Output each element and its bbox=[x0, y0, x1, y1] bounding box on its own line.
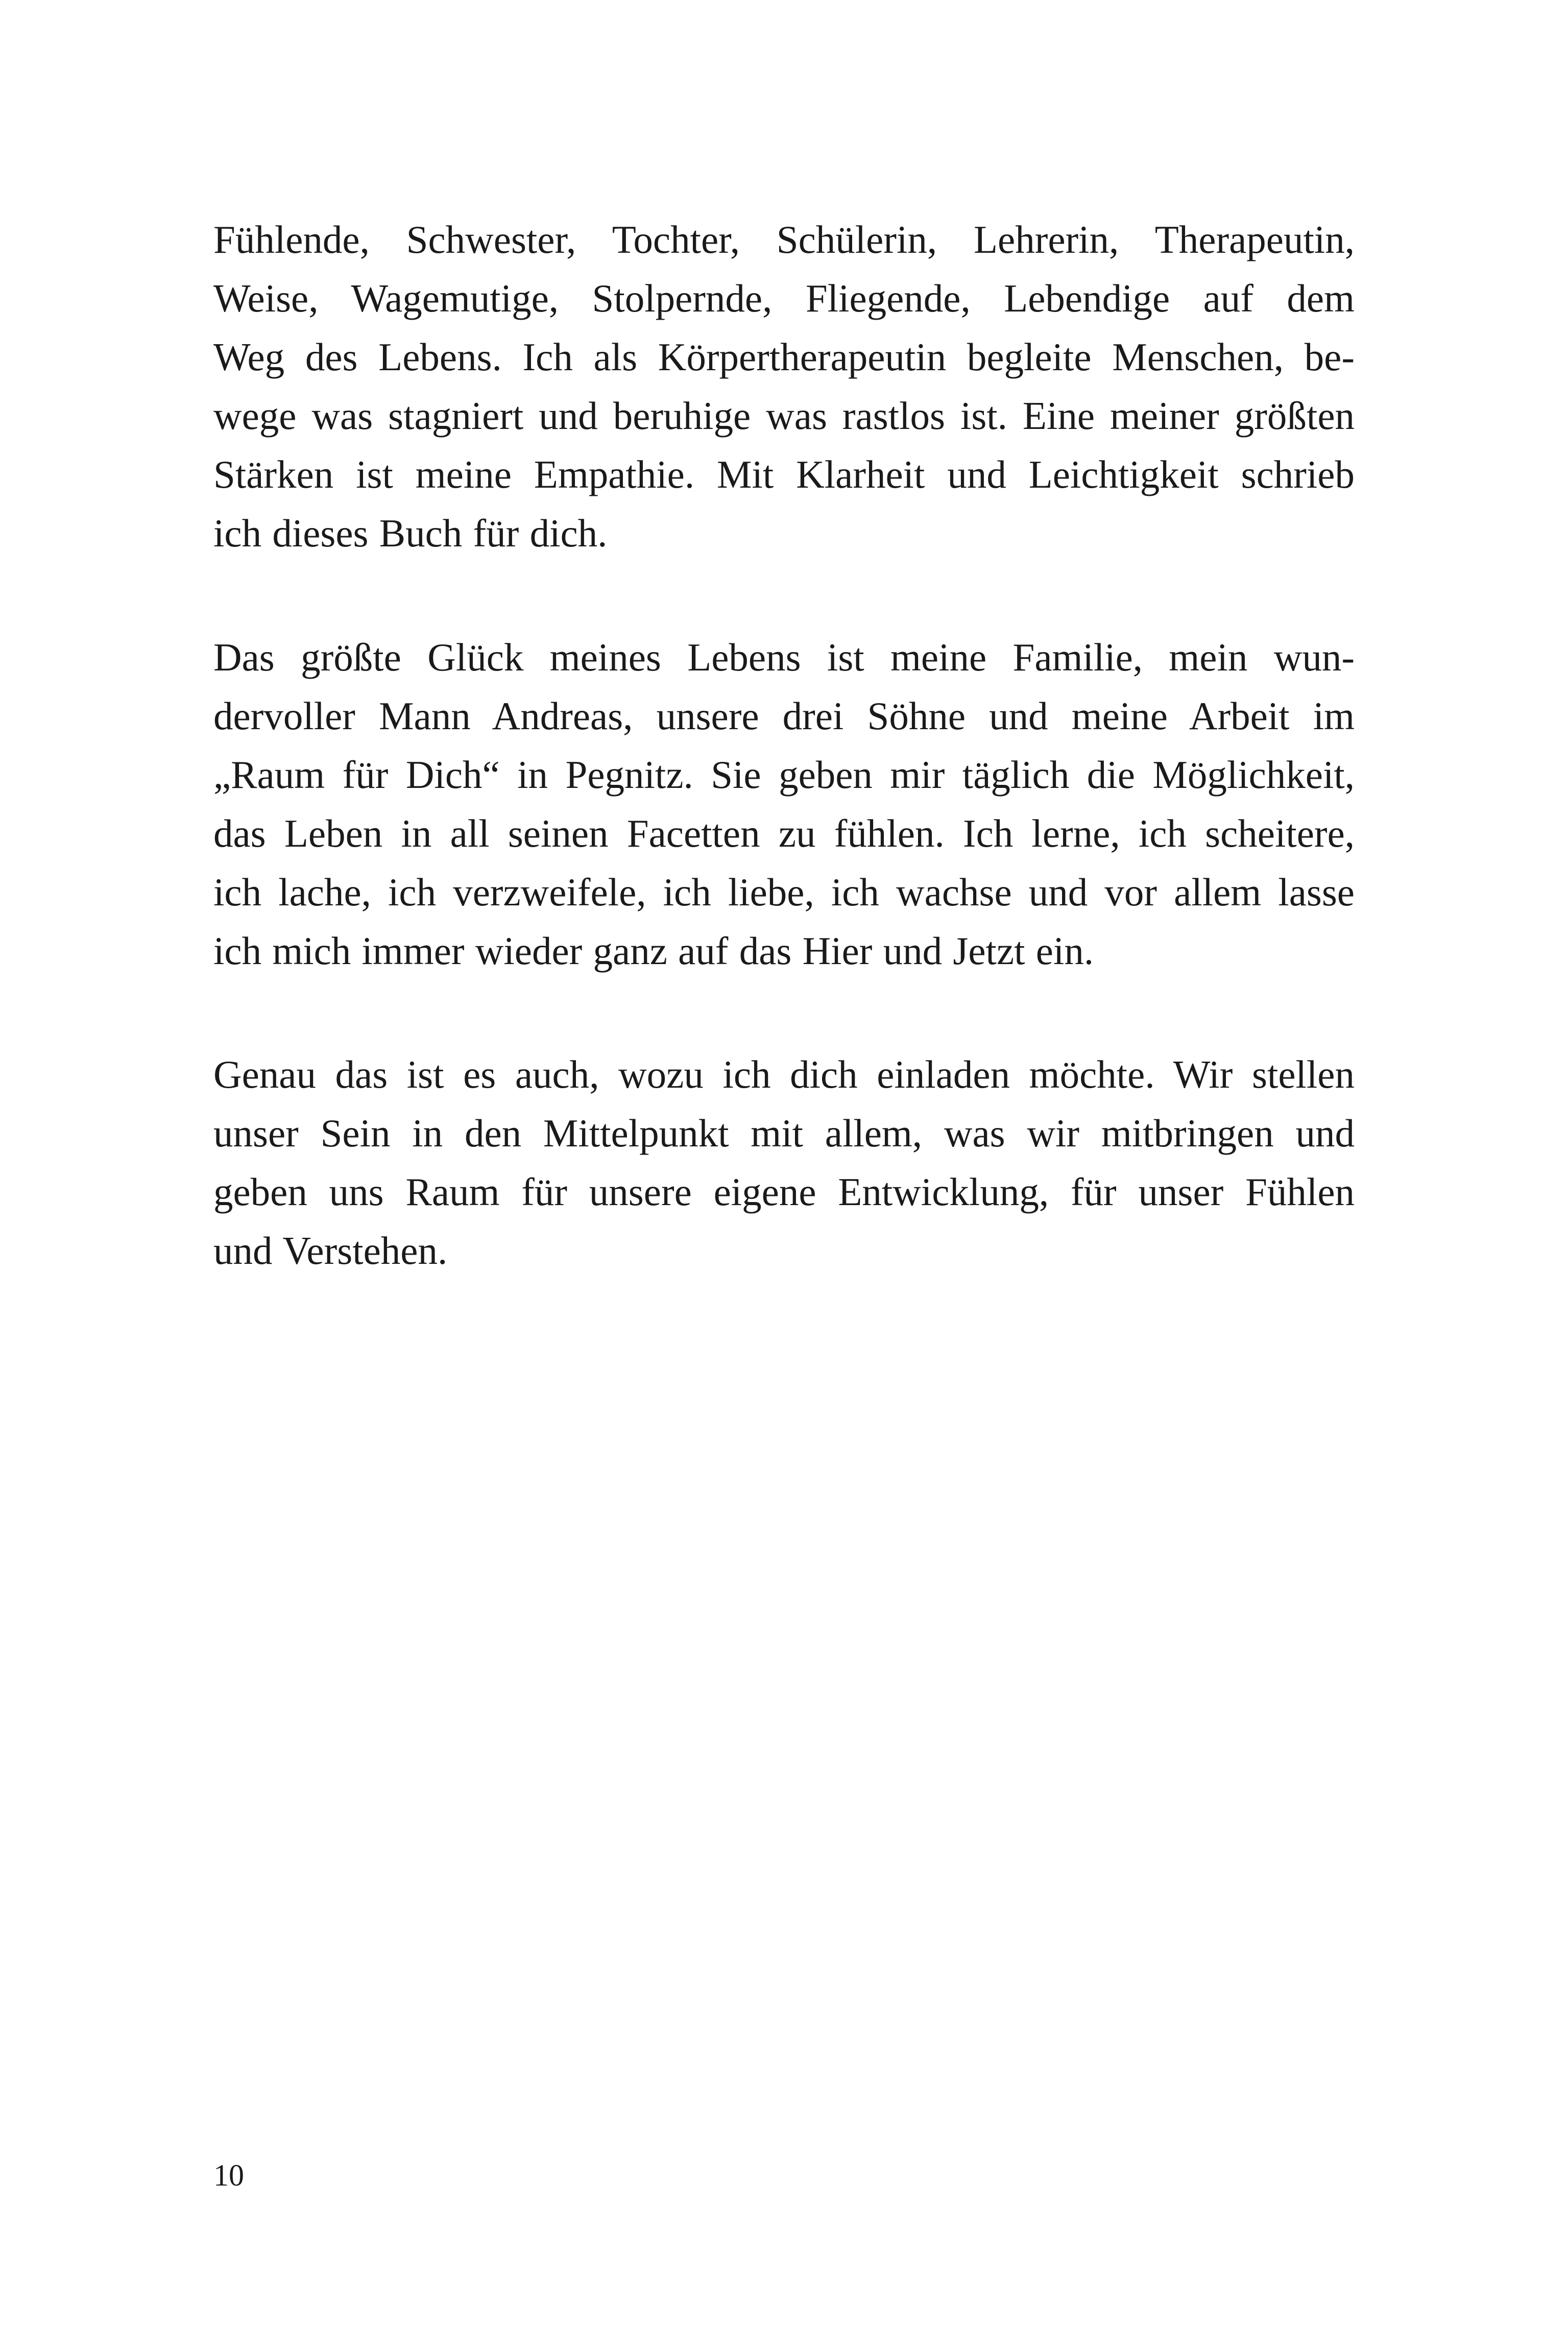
paragraph-line: Weg des Lebens. Ich als Körpertherapeutin begleite Menschen, be- bbox=[213, 335, 1355, 379]
paragraph-line: Weise, Wagemutige, Stolpernde, Fliegende, Lebendige auf dem bbox=[213, 276, 1355, 320]
paragraph-1 bbox=[213, 210, 1355, 563]
paragraph-line: und Verstehen. bbox=[213, 1229, 448, 1273]
paragraph-line: dervoller Mann Andreas, unsere drei Söhne und meine Arbeit im bbox=[213, 694, 1355, 738]
paragraph-line: Fühlende, Schwester, Tochter, Schülerin, Lehrerin, Therapeutin, bbox=[213, 218, 1355, 261]
paragraph-line: Das größte Glück meines Lebens ist meine Familie, mein wun- bbox=[213, 635, 1355, 679]
paragraph-line: ich mich immer wieder ganz auf das Hier und Jetzt ein. bbox=[213, 929, 1094, 973]
paragraph-line: unser Sein in den Mittelpunkt mit allem, was wir mitbringen und bbox=[213, 1111, 1355, 1155]
paragraph-line: ich dieses Buch für dich. bbox=[213, 511, 608, 555]
paragraph-2 bbox=[213, 628, 1355, 980]
paragraph-line: das Leben in all seinen Facetten zu fühlen. Ich lerne, ich scheitere, bbox=[213, 811, 1355, 855]
paragraph-line: geben uns Raum für unsere eigene Entwicklung, für unser Fühlen bbox=[213, 1170, 1355, 1214]
page-number: 10 bbox=[213, 2158, 244, 2192]
paragraph-line: Genau das ist es auch, wozu ich dich einladen möchte. Wir stellen bbox=[213, 1052, 1355, 1096]
paragraph-line: ich lache, ich verzweifele, ich liebe, ich wachse und vor allem lasse bbox=[213, 870, 1355, 914]
paragraph-line: wege was stagniert und beruhige was rastlos ist. Eine meiner größten bbox=[213, 394, 1355, 438]
paragraph-line: „Raum für Dich“ in Pegnitz. Sie geben mir täglich die Möglichkeit, bbox=[213, 753, 1355, 797]
paragraph-line: Stärken ist meine Empathie. Mit Klarheit und Leichtigkeit schrieb bbox=[213, 452, 1355, 496]
paragraph-3 bbox=[213, 1045, 1355, 1280]
